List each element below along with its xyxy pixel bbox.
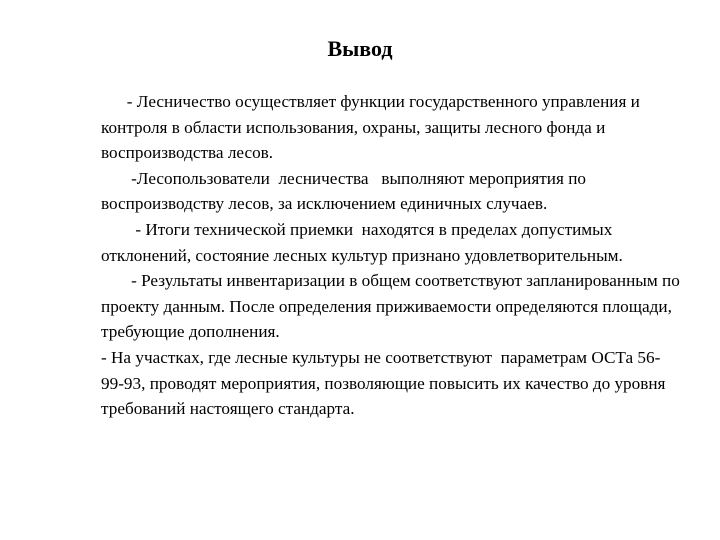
paragraph-inventory-results: - Результаты инвентаризации в общем соответствуют запланированным по проекту данным. После определения приживаемости определяются площади, требующие дополнения.: [101, 271, 685, 342]
slide-title: Вывод: [327, 36, 393, 61]
paragraph-forestry-functions: - Лесничество осуществляет функции государственного управления и контроля в области использования, охраны, защиты лесного фонда и воспроизводства лесов.: [101, 92, 645, 163]
paragraph-forest-users: -Лесопользователи лесничества выполняют мероприятия по воспроизводству лесов, за исключением единичных случаев.: [101, 168, 591, 214]
paragraph-nonconforming-plots: - На участках, где лесные культуры не соответствуют параметрам ОСТа 56-99-93, проводят мероприятия, позволяющие повысить их качество до уровня требований настоящего стандарта.: [101, 347, 670, 419]
paragraph-technical-acceptance: - Итоги технической приемки находятся в пределах допустимых отклонений, состояние лесных культур признано удовлетворительным.: [101, 219, 623, 265]
slide-body: [101, 89, 685, 422]
